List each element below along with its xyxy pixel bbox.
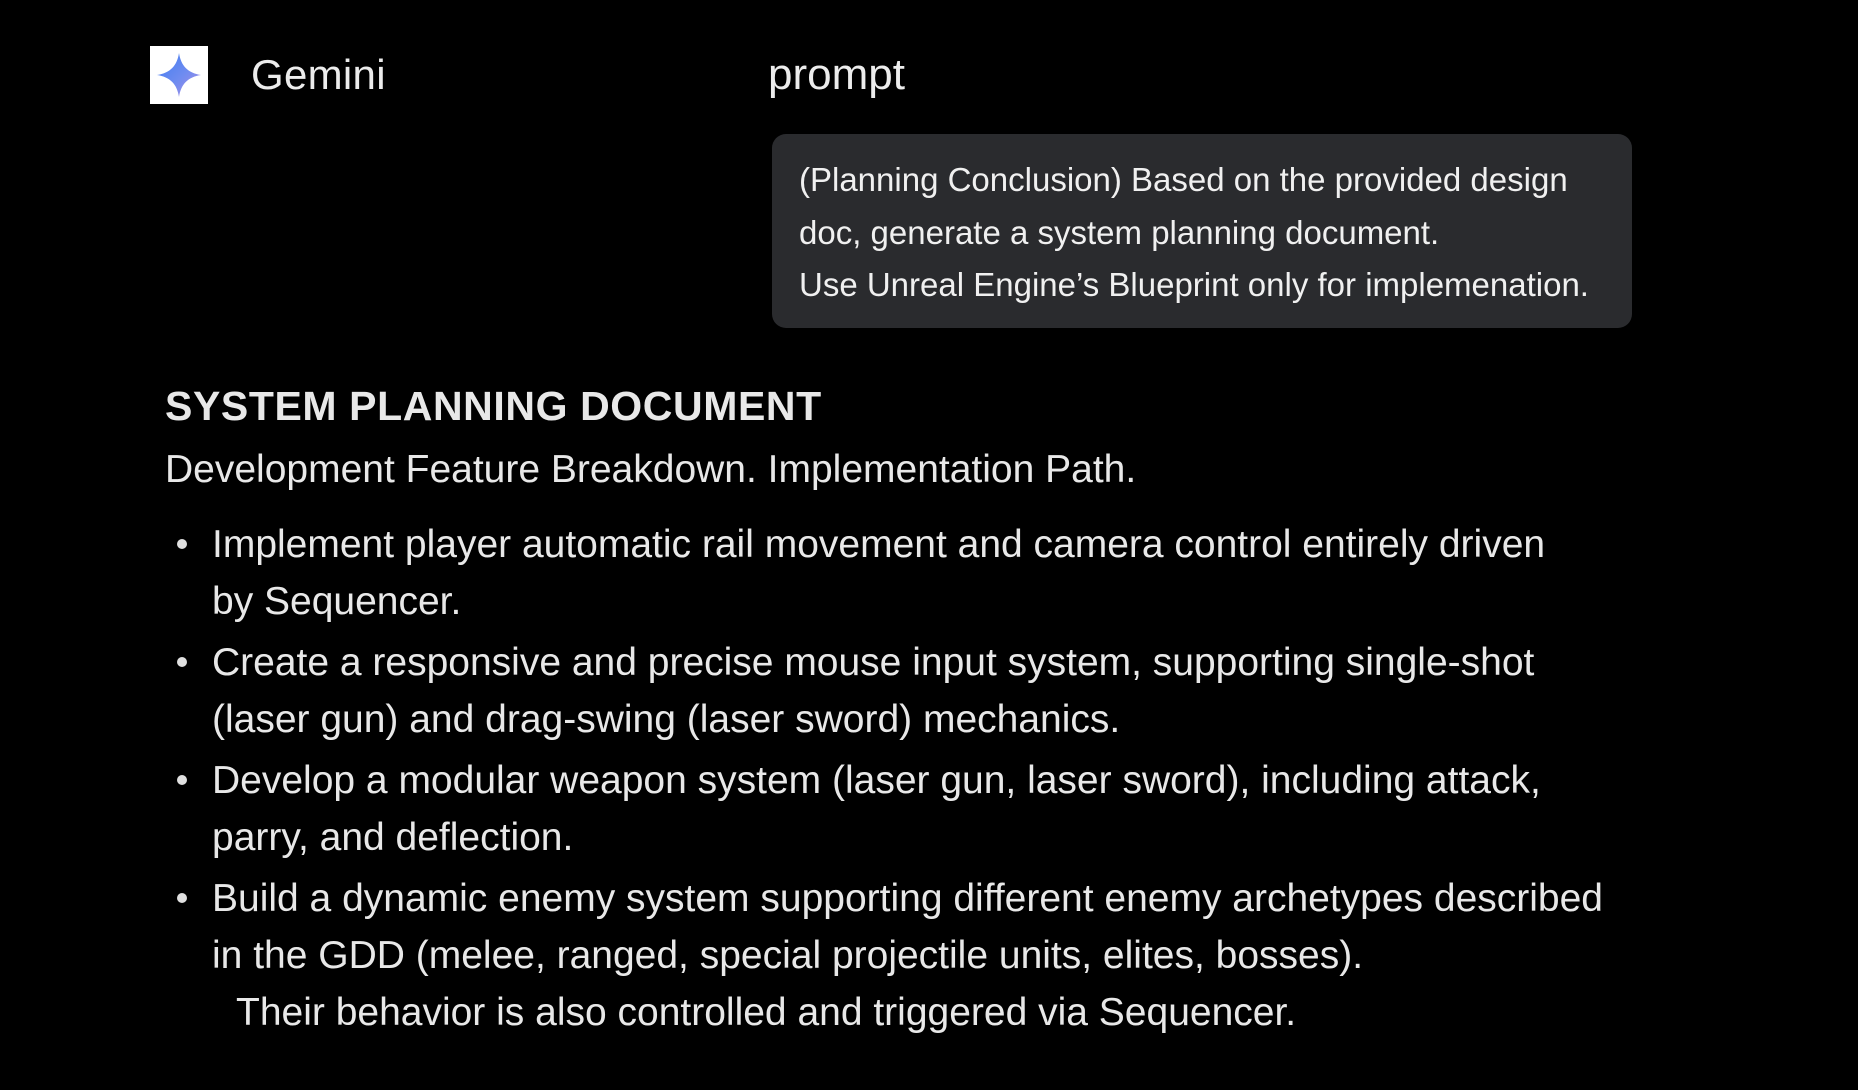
list-item-note: Their behavior is also controlled and triggered via Sequencer. bbox=[236, 991, 1297, 1034]
list-item-text: Develop a modular weapon system (laser gun, laser sword), including attack, bbox=[212, 759, 1541, 802]
app-name: Gemini bbox=[251, 51, 386, 98]
list-item-text: Build a dynamic enemy system supporting different enemy archetypes described bbox=[212, 877, 1603, 920]
prompt-text-line: (Planning Conclusion) Based on the provided design bbox=[799, 161, 1568, 198]
app-header bbox=[150, 44, 386, 106]
document-subtitle: Development Feature Breakdown. Implementation Path. bbox=[165, 448, 1137, 491]
response-document bbox=[165, 380, 1665, 1045]
list-item-text: by Sequencer. bbox=[212, 580, 462, 623]
list-item-text: parry, and deflection. bbox=[212, 816, 574, 859]
prompt-text-line: doc, generate a system planning document. bbox=[799, 213, 1440, 251]
bullet-icon bbox=[177, 775, 187, 785]
gemini-sparkle-icon bbox=[155, 51, 203, 99]
bullet-icon bbox=[177, 893, 187, 903]
list-item-text: (laser gun) and drag-swing (laser sword) mechanics. bbox=[212, 698, 1121, 741]
list-item bbox=[165, 516, 1665, 630]
bullet-icon bbox=[177, 539, 187, 549]
list-item bbox=[165, 752, 1665, 866]
document-title: SYSTEM PLANNING DOCUMENT bbox=[165, 383, 822, 429]
list-item-text: Create a responsive and precise mouse input system, supporting single-shot bbox=[212, 641, 1535, 684]
list-item-text: Implement player automatic rail movement and camera control entirely driven bbox=[212, 523, 1546, 566]
list-item bbox=[165, 634, 1665, 748]
prompt-text-line: Use Unreal Engine’s Blueprint only for implemenation. bbox=[799, 266, 1589, 303]
prompt-label: prompt bbox=[768, 50, 905, 99]
prompt-bubble bbox=[772, 134, 1632, 328]
list-item-text: in the GDD (melee, ranged, special projectile units, elites, bosses). bbox=[212, 934, 1364, 977]
bullet-icon bbox=[177, 657, 187, 667]
gemini-logo bbox=[150, 46, 208, 104]
list-item bbox=[165, 870, 1665, 1041]
feature-list bbox=[165, 516, 1665, 1041]
